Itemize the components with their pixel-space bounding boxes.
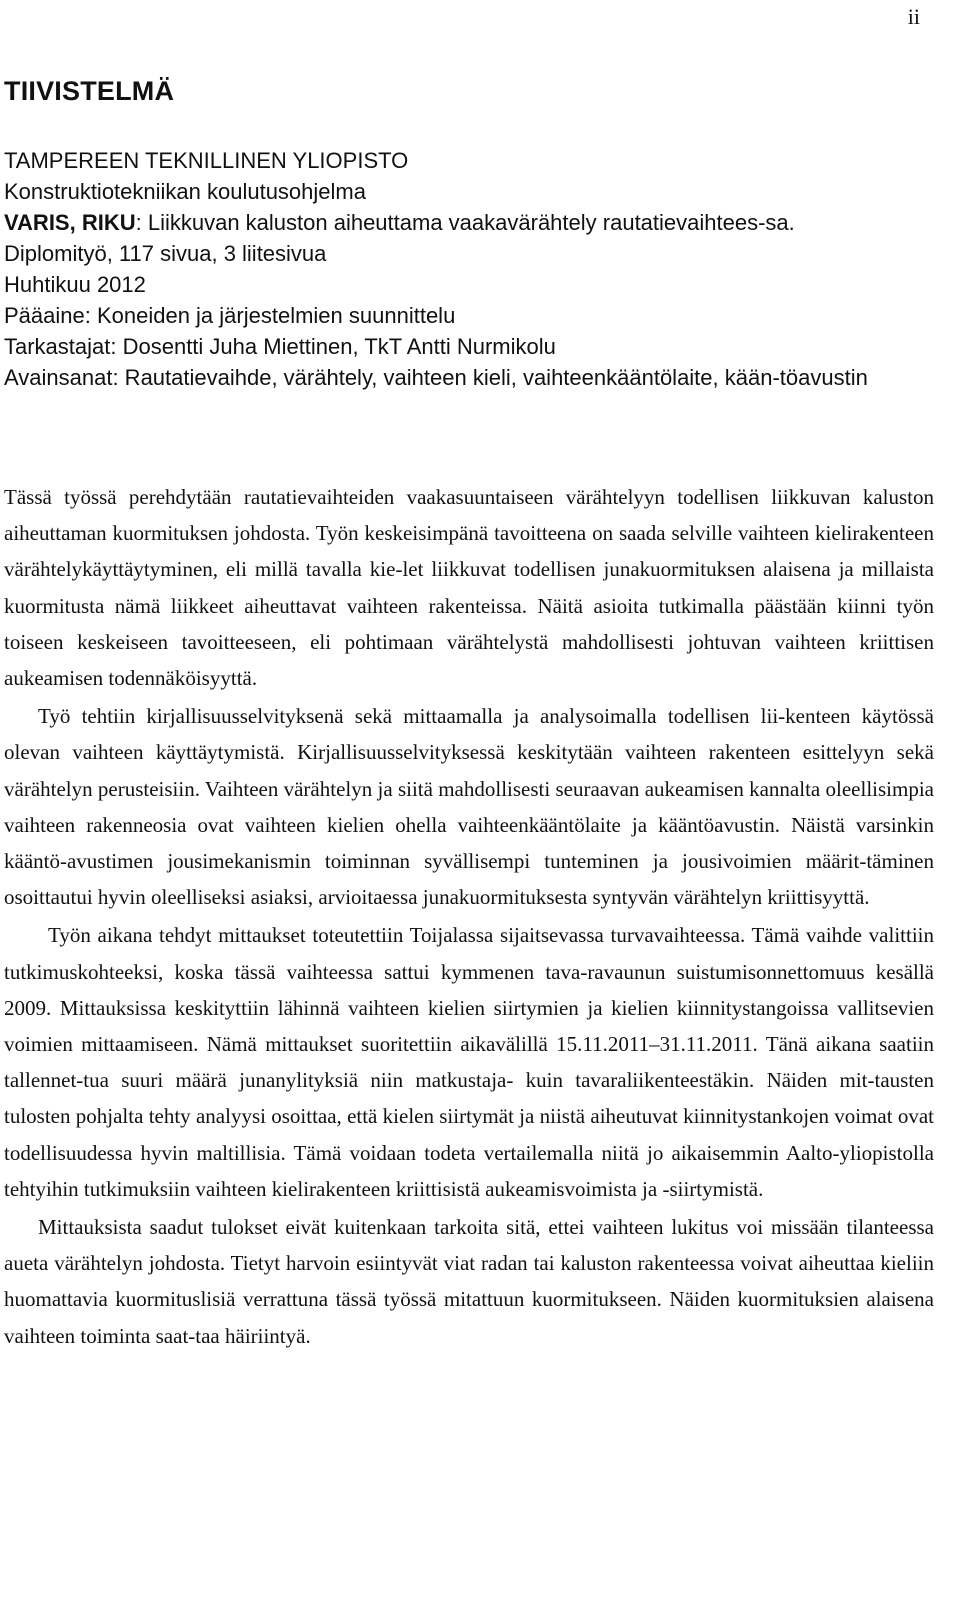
abstract-paragraph-1: Tässä työssä perehdytään rautatievaihteiden vaakasuuntaiseen värähtelyyn todellisen liikkuvan kaluston aiheuttaman kuormituksen johdosta. Työn keskeisimpänä tavoitteena on saada selville vaihteen kielirakenteen värähtelykäyttäytyminen, eli millä tavalla kie-let liikkuvat todellisen junakuormituksen alaisena ja millaista kuormitusta nämä liikkeet aiheuttavat vaihteen rakenteissa. Näitä asioita tutkimalla päästään kiinni työn toiseen keskeiseen tavoitteeseen, eli pohtimaan värähtelystä mahdollisesti johtuvan vaihteen kriittisen aukeamisen todennäköisyyttä. bbox=[4, 485, 934, 691]
abstract-body bbox=[4, 479, 934, 1354]
abstract-paragraph-3: Työn aikana tehdyt mittaukset toteutettiin Toijalassa sijaitsevassa turvavaihteessa. Tämä vaihde valittiin tutkimuskohteeksi, koska tässä vaihteessa sattui kymmenen tava-ravaunun suistumisonnettomuus kesällä 2009. Mittauksissa keskityttiin lähinnä vaihteen kielien siirtymien ja kielien kiinnitystangoissa vallitsevien voimien mittaamiseen. Nämä mittaukset suoritettiin aikavälillä 15.11.2011–31.11.2011. Tänä aikana saatiin tallennet-tua suuri määrä junanylityksiä niin matkustaja- kuin tavaraliikenteestäkin. Näiden mit-tausten tulosten pohjalta tehty analyysi osoittaa, että kielen siirtymät ja niistä aiheutuvat kiinnitystankojen voimat ovat todellisuudessa hyvin maltillisia. Tämä voidaan todeta vertailemalla niitä jo aikaisemmin Aalto-yliopistolla tehtyihin tutkimuksiin vaihteen kielirakenteen kriittisistä aukeamisvoimista ja -siirtymistä. bbox=[4, 923, 934, 1201]
page-count: Diplomityö, 117 sivua, 3 liitesivua bbox=[4, 241, 327, 266]
abstract-paragraph-2: Työ tehtiin kirjallisuusselvityksenä sekä mittaamalla ja analysoimalla todellisen lii-kenteen käytössä olevan vaihteen käyttäytymistä. Kirjallisuusselvityksessä keskitytään vaihteen rakenteen esittelyyn sekä värähtelyn perusteisiin. Vaihteen värähtelyn ja siitä mahdollisesti seuraavan aukeamisen kannalta oleellisimpia vaihteen rakenneosia ovat vaihteen kielien ohella vaihteenkääntölaite ja kääntöavustin. Näistä varsinkin kääntö-avustimen jousimekanismin toiminnan syvällisempi tunteminen ja jousivoimien määrit-täminen osoittautui hyvin oleelliseksi asiaksi, arvioitaessa junakuormituksesta syntyvän värähtelyn kriittisyyttä. bbox=[4, 704, 934, 910]
page-title: TIIVISTELMÄ bbox=[4, 76, 175, 106]
page-number: ii bbox=[907, 4, 920, 29]
major-subject: Pääaine: Koneiden ja järjestelmien suunnittelu bbox=[4, 303, 456, 328]
author: VARIS, RIKU bbox=[4, 210, 136, 235]
abstract-paragraph-4: Mittauksista saadut tulokset eivät kuitenkaan tarkoita sitä, ettei vaihteen lukitus voi missään tilanteessa aueta värähtelyn johdosta. Tietyt harvoin esiintyvät viat radan tai kaluston rakenteessa voivat aiheuttaa kieliin huomattavia kuormituslisiä verrattuna tässä työssä mitattuun kuormitukseen. Näiden kuormituksien alaisena vaihteen toiminta saat-taa häiriintyä. bbox=[4, 1215, 934, 1348]
examiners: Tarkastajat: Dosentti Juha Miettinen, TkT Antti Nurmikolu bbox=[4, 334, 556, 359]
author-title-line bbox=[4, 207, 934, 238]
programme: Konstruktiotekniikan koulutusohjelma bbox=[4, 179, 366, 204]
thesis-title: : Liikkuvan kaluston aiheuttama vaakavärähtely rautatievaihtees-sa. bbox=[135, 210, 795, 235]
thesis-date: Huhtikuu 2012 bbox=[4, 272, 146, 297]
keywords: Avainsanat: Rautatievaihde, värähtely, vaihteen kieli, vaihteenkääntölaite, kään-töavustin bbox=[4, 365, 868, 390]
university: TAMPEREEN TEKNILLINEN YLIOPISTO bbox=[4, 148, 409, 173]
thesis-metadata bbox=[4, 145, 934, 393]
